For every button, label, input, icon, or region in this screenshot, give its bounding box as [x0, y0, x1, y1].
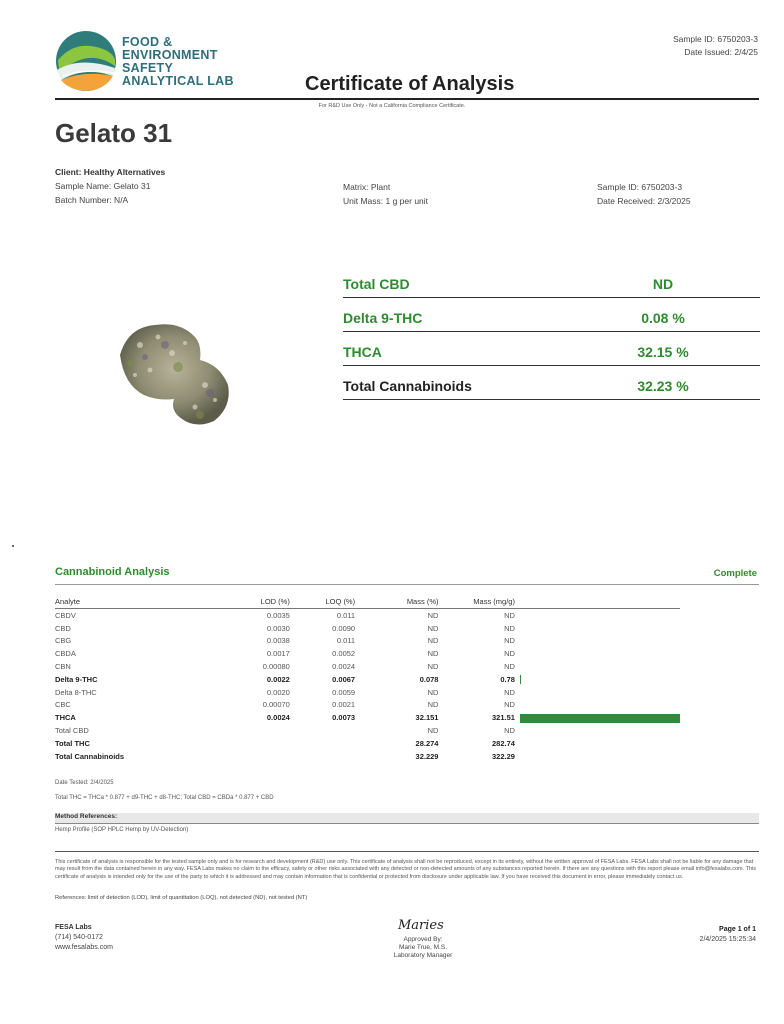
table-cell-bar [515, 724, 680, 737]
table-cell-loq: 0.0090 [332, 623, 356, 633]
table-cell-loq: 0.0052 [332, 649, 356, 659]
table-cell-mass-mg: ND [504, 700, 515, 710]
table-cell-mass-mg: 321.51 [492, 713, 515, 723]
disclaimer-divider [55, 851, 759, 852]
batch-number: Batch Number: N/A [55, 195, 129, 205]
sample-info [597, 180, 691, 208]
product-name: Gelato 31 [55, 118, 173, 148]
table-cell-bar [515, 686, 680, 699]
analysis-status: Complete [713, 568, 757, 579]
table-cell-mass-pct: 0.078 [419, 674, 439, 684]
table-cell-loq: 0.0024 [332, 662, 356, 672]
header-date-issued: Date Issued: 2/4/25 [684, 47, 758, 57]
table-cell-mass-mg: ND [504, 623, 515, 633]
table-row [55, 699, 680, 712]
date-tested: Date Tested: 2/4/2025 [55, 780, 114, 786]
matrix-info [343, 180, 428, 208]
table-cell-mass-pct: ND [427, 687, 439, 697]
table-cell-analyte: CBDA [55, 649, 76, 659]
table-cell-loq: 0.0067 [332, 674, 356, 684]
table-row [55, 737, 680, 750]
summary-value: 32.23 % [637, 378, 689, 394]
table-cell-bar [515, 673, 680, 686]
mass-bar [520, 675, 521, 684]
table-cell-loq: 0.011 [336, 610, 356, 620]
unit-mass: Unit Mass: 1 g per unit [343, 196, 429, 206]
table-cell-mass-pct: ND [427, 700, 439, 710]
column-header: LOD (%) [191, 595, 290, 609]
analysis-divider [55, 584, 759, 585]
scan-speck [12, 545, 14, 547]
table-cell-bar [515, 622, 680, 635]
summary-value: 32.15 % [637, 344, 689, 360]
table-cell-mass-pct: 32.151 [415, 713, 439, 723]
table-cell-mass-mg: ND [504, 610, 515, 620]
table-cell-lod [191, 750, 290, 763]
summary-row [343, 331, 760, 366]
header-sample-id: Sample ID: 6750203-3 [672, 34, 758, 44]
lab-logo [55, 30, 117, 92]
table-cell-mass-mg: ND [504, 649, 515, 659]
table-cell-analyte: Total THC [55, 738, 90, 748]
table-cell-analyte: CBD [55, 623, 71, 633]
table-cell-loq [290, 737, 355, 750]
summary-label: THCA [343, 344, 382, 360]
client-info [55, 165, 165, 207]
summary-label: Total Cannabinoids [343, 378, 472, 394]
table-cell-mass-pct: ND [427, 726, 439, 736]
mass-bar [520, 714, 680, 723]
table-row [55, 686, 680, 699]
matrix: Matrix: Plant [343, 182, 391, 192]
sample-id: Sample ID: 6750203-3 [597, 182, 683, 192]
lab-name: FOOD & ENVIRONMENT SAFETY ANALYTICAL LAB [122, 35, 234, 88]
table-cell-mass-mg: 0.78 [500, 674, 515, 684]
table-cell-lod: 0.0022 [266, 674, 290, 684]
table-cell-lod: 0.00080 [262, 662, 290, 672]
footer-phone: (714) 540-0172 [55, 934, 103, 941]
sample-name: Sample Name: Gelato 31 [55, 181, 151, 191]
table-row [55, 609, 680, 622]
header-divider [55, 98, 759, 100]
table-cell-bar [515, 609, 680, 622]
table-row [55, 724, 680, 737]
table-cell-analyte: CBG [55, 636, 72, 646]
table-cell-analyte: CBC [55, 700, 71, 710]
table-row [55, 711, 680, 724]
table-row [55, 647, 680, 660]
footer-page-info [700, 925, 756, 945]
table-cell-loq [290, 750, 355, 763]
table-cell-bar [515, 647, 680, 660]
table-cell-lod: 0.0030 [266, 623, 290, 633]
summary-value: 0.08 % [641, 310, 685, 326]
table-header-row [55, 595, 680, 609]
header-sample-info [673, 33, 758, 59]
table-row [55, 622, 680, 635]
method-text: Hemp Profile (SOP HPLC Hemp by UV-Detection) [55, 827, 189, 833]
table-cell-analyte: CBN [55, 662, 71, 672]
analysis-title: Cannabinoid Analysis [55, 566, 170, 578]
table-cell-mass-pct: 28.274 [415, 738, 439, 748]
product-photo [110, 315, 235, 430]
table-body [55, 609, 680, 763]
table-cell-mass-pct: ND [427, 662, 439, 672]
signature: Maries [398, 918, 444, 933]
table-cell-lod: 0.0020 [266, 687, 290, 697]
table-row [55, 635, 680, 648]
method-label: Method References: [55, 813, 118, 820]
table-row [55, 673, 680, 686]
cannabinoid-table [55, 595, 680, 763]
table-cell-mass-mg: ND [504, 687, 515, 697]
approved-by-label: Approved By: [403, 936, 443, 943]
table-cell-analyte: Delta 8-THC [55, 687, 97, 697]
table-cell-mass-mg: 322.29 [492, 751, 515, 761]
table-cell-mass-mg: 282.74 [492, 738, 515, 748]
rd-note: For R&D Use Only - Not a California Compliance Certificate. [318, 103, 466, 109]
table-cell-bar [515, 699, 680, 712]
table-cell-analyte: Total Cannabinoids [55, 751, 125, 761]
table-cell-analyte: THCA [55, 713, 76, 723]
column-header: LOQ (%) [290, 595, 355, 609]
column-header: Analyte [55, 595, 191, 609]
table-cell-mass-mg: ND [504, 662, 515, 672]
approver-name: Marie True, M.S. [398, 944, 448, 951]
table-cell-loq: 0.0059 [332, 687, 356, 697]
table-cell-bar [515, 660, 680, 673]
table-cell-bar [515, 737, 680, 750]
table-cell-bar [515, 711, 680, 724]
table-cell-bar [515, 750, 680, 763]
footer-company: FESA Labs [55, 924, 92, 931]
table-cell-lod: 0.0035 [266, 610, 290, 620]
column-header-bar [515, 595, 680, 609]
references: References: limit of detection (LOD), limit of quantitation (LOQ), not detected (ND), not tested (NT) [55, 895, 308, 901]
table-row [55, 750, 680, 763]
table-cell-loq: 0.011 [336, 636, 356, 646]
table-cell-lod [191, 737, 290, 750]
table-cell-mass-pct: ND [427, 610, 439, 620]
table-cell-lod: 0.0038 [266, 636, 290, 646]
table-cell-mass-mg: ND [504, 726, 515, 736]
table-cell-mass-pct: ND [427, 636, 439, 646]
table-row [55, 660, 680, 673]
column-header: Mass (mg/g) [438, 595, 514, 609]
summary-row [343, 263, 760, 298]
footer-approval [363, 936, 483, 960]
summary-row [343, 297, 760, 332]
approver-title: Laboratory Manager [393, 952, 453, 959]
summary-panel [343, 263, 760, 408]
page-number: Page 1 of 1 [719, 926, 756, 933]
footer-website: www.fesalabs.com [55, 944, 113, 951]
table-cell-lod: 0.00070 [262, 700, 290, 710]
date-received: Date Received: 2/3/2025 [597, 196, 691, 206]
method-bar [55, 813, 759, 824]
footer-timestamp: 2/4/2025 15:25:34 [699, 936, 756, 943]
table-cell-mass-pct: 32.229 [415, 751, 439, 761]
document-title: Certificate of Analysis [305, 73, 515, 95]
column-header: Mass (%) [355, 595, 438, 609]
table-cell-mass-mg: ND [504, 636, 515, 646]
table-cell-analyte: Total CBD [55, 726, 89, 736]
table-cell-analyte: Delta 9-THC [55, 674, 98, 684]
summary-label: Delta 9-THC [343, 310, 423, 326]
table-cell-mass-pct: ND [427, 649, 439, 659]
table-cell-lod: 0.0017 [266, 649, 290, 659]
summary-row-total [343, 365, 760, 400]
table-cell-loq: 0.0073 [332, 713, 356, 723]
table-cell-loq: 0.0021 [332, 700, 356, 710]
client-name: Client: Healthy Alternatives [55, 167, 166, 177]
disclaimer: This certificate of analysis is responsible for the tested sample only and is for research and development (R&D) use only. This certificate of analysis shall not be reproduced, except in its entirety, without the written approval of FESA Labs. FESA Labs shall not be liable for any damage that may result from the data contained herein in any way. FESA Labs makes no claim to the efficacy, safety or other risks associated with any detected or non-detected amounts of any substances reported herein. If there are any questions with this report please email info@fesalabs.com. This certificate of analysis is intended only for the use of the party to which it is addressed and may contain information that is confidential or protected from disclosure under applicable law. If you have received this document in error, please immediately contact us. [55, 859, 756, 880]
table-cell-lod [191, 724, 290, 737]
table-cell-mass-pct: ND [427, 623, 439, 633]
footer-contact [55, 923, 113, 953]
summary-label: Total CBD [343, 276, 410, 292]
summary-value: ND [652, 276, 674, 292]
table-cell-lod: 0.0024 [266, 713, 290, 723]
table-cell-loq [290, 724, 355, 737]
table-cell-analyte: CBDV [55, 610, 76, 620]
formula-note: Total THC = THCa * 0.877 + d9-THC + d8-THC; Total CBD = CBDa * 0.877 + CBD [55, 795, 274, 801]
table-cell-bar [515, 635, 680, 648]
